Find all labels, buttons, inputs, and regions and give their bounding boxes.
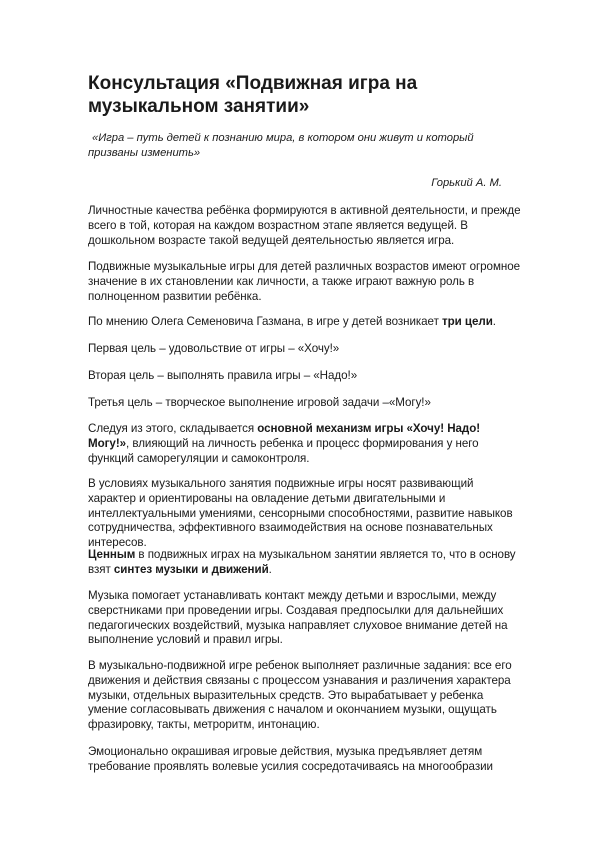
paragraph-8: В условиях музыкального занятия подвижные игры носят развивающий характер и ориентированы на овладение детьми двигательными и интеллектуальными умениями, сенсорными способностями, развитие навыков сотрудничества, эффективного взаимодействия на основе познавательных интересов. <box>88 477 513 550</box>
epigraph-author: Горький А. М. <box>431 177 502 189</box>
paragraph-3-end: . <box>492 315 496 328</box>
paragraph-7-bold: основной механизм игры «Хочу! Надо! Могу!» <box>88 422 481 450</box>
paragraph-3 <box>88 315 522 330</box>
paragraph-9-end: . <box>268 562 272 576</box>
paragraph-1: Личностные качества ребёнка формируются в активной деятельности, и прежде всего в той, которая на каждом возрастном этапе является ведущей. В дошкольном возрасте такой ведущей деятельностью является игра. <box>88 204 521 247</box>
paragraph-7 <box>88 422 522 466</box>
paragraph-3-text: По мнению Олега Семеновича Газмана, в игре у детей возникает <box>88 315 443 328</box>
paragraph-3-bold: три цели <box>442 315 493 328</box>
epigraph-quote: «Игра – путь детей к познанию мира, в котором они живут и который призваны изменить» <box>88 132 474 159</box>
paragraph-12: Эмоционально окрашивая игровые действия, музыка предъявляет детям требование проявлять волевые усилия сосредотачиваясь на многообразии <box>88 745 493 773</box>
paragraph-9 <box>88 548 522 578</box>
paragraph-9-bold-2: синтез музыки и движений <box>113 562 269 576</box>
paragraph-9-text: в подвижных играх на музыкальном занятии является то, что в основу взят <box>88 548 516 576</box>
paragraph-5: Вторая цель – выполнять правила игры – «Надо!» <box>88 369 358 382</box>
paragraph-4: Первая цель – удовольствие от игры – «Хочу!» <box>88 342 340 355</box>
paragraph-9-bold-1: Ценным <box>88 548 136 561</box>
page-title: Консультация «Подвижная игра на музыкальном занятии» <box>88 73 418 117</box>
paragraph-7-end: , влияющий на личность ребенка и процесс формирования у него функций саморегуляции и самоконтроля. <box>88 436 479 465</box>
paragraph-7-text: Следуя из этого, складывается <box>88 422 258 435</box>
paragraph-6: Третья цель – творческое выполнение игровой задачи –«Могу!» <box>88 396 431 409</box>
paragraph-10: Музыка помогает устанавливать контакт между детьми и взрослыми, между сверстниками при проведении игры. Создавая предпосылки для дальнейших педагогических воздействий, музыка направляет слуховое внимание детей на выполнение условий и правил игры. <box>88 589 508 647</box>
paragraph-11: В музыкально-подвижной игре ребенок выполняет различные задания: все его движения и действия связаны с процессом узнавания и различения характера музыки, отдельных выразительных средств. Это вырабатывает у ребенка умение согласовывать движения с началом и окончанием музыки, ощущать фразировку, такты, метроритм, интонацию. <box>88 659 512 732</box>
paragraph-2: Подвижные музыкальные игры для детей различных возрастов имеют огромное значение в их становлении как личности, а также играют важную роль в полноценном развитии ребёнка. <box>88 260 521 303</box>
